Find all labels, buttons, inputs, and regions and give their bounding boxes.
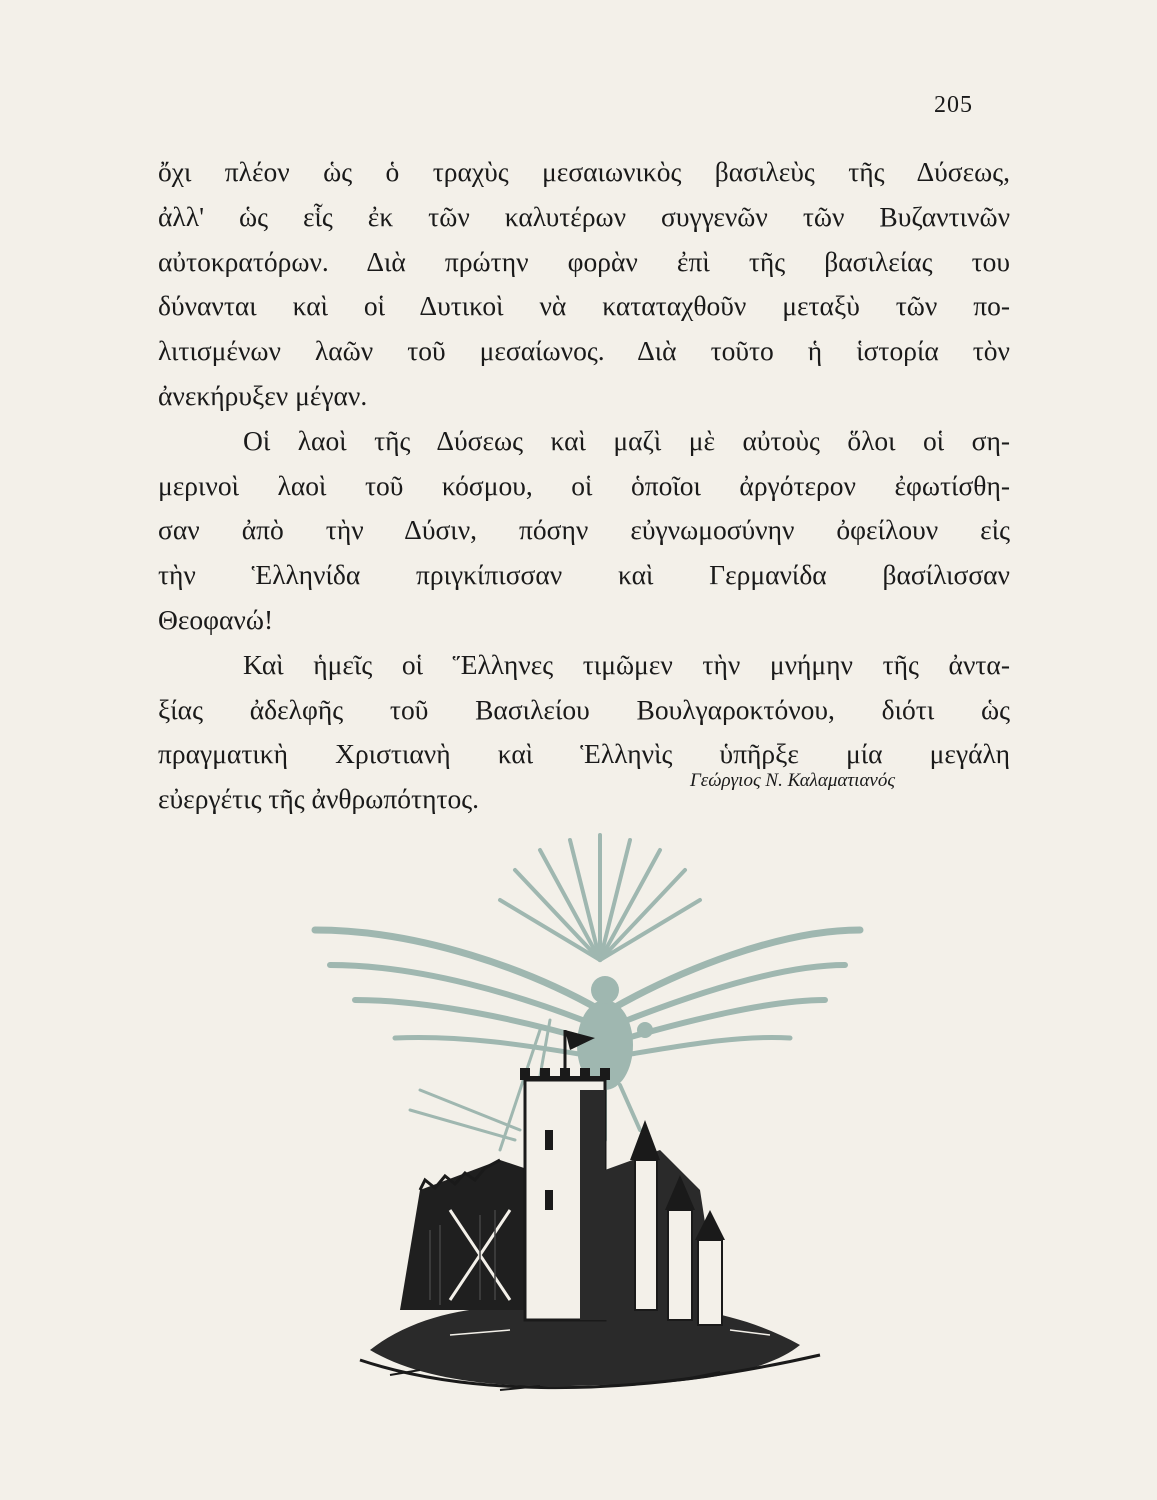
author-signature: Γεώργιος Ν. Καλαματιανός <box>690 770 896 791</box>
text-line: μερινοὶ λαοὶ τοῦ κόσμου, οἱ ὁποῖοι ἀργότερον ἐφωτίσθη- <box>158 469 1010 501</box>
text-line: ὄχι πλέον ὡς ὁ τραχὺς μεσαιωνικὸς βασιλεὺς τῆς Δύσεως, <box>158 156 1010 187</box>
text-line: λιτισμένων λαῶν τοῦ μεσαίωνος. Διὰ τοῦτο ἡ ἱστορία τὸν <box>158 335 1010 367</box>
castle-icon <box>360 1030 820 1390</box>
text-line: δύνανται καὶ οἱ Δυτικοὶ νὰ καταταχθοῦν μεταξὺ τῶν πο- <box>158 290 1010 322</box>
text-line: τὴν Ἑλληνίδα πριγκίπισσαν καὶ Γερμανίδα βασίλισσαν <box>158 559 1010 591</box>
page-number: 205 <box>934 92 973 118</box>
text-line: ἀνεκήρυξεν μέγαν. <box>158 379 368 411</box>
text-line: αὐτοκρατόρων. Διὰ πρώτην φορὰν ἐπὶ τῆς βασιλείας του <box>158 245 1010 277</box>
text-line: Καὶ ἡμεῖς οἱ Ἕλληνες τιμῶμεν τὴν μνήμην τῆς ἀντα- <box>243 648 1010 680</box>
illustration <box>300 830 880 1430</box>
text-line: ξίας ἀδελφῆς τοῦ Βασιλείου Βουλγαροκτόνου, διότι ὡς <box>158 693 1010 725</box>
text-line: Θεοφανώ! <box>158 603 274 635</box>
text-line: σαν ἀπὸ τὴν Δύσιν, πόσην εὐγνωμοσύνην ὀφείλουν εἰς <box>158 514 1010 546</box>
body-text <box>158 150 1010 822</box>
text-line: εὐεργέτις τῆς ἀνθρωπότητος. <box>158 783 480 815</box>
text-line: Οἱ λαοὶ τῆς Δύσεως καὶ μαζὶ μὲ αὐτοὺς ὅλοι οἱ ση- <box>243 424 1010 456</box>
text-line: πραγματικὴ Χριστιανὴ καὶ Ἑλληνὶς ὑπῆρξε μία μεγάλη <box>158 738 1010 770</box>
text-line: ἀλλ' ὡς εἷς ἐκ τῶν καλυτέρων συγγενῶν τῶν Βυζαντινῶν <box>158 200 1010 232</box>
